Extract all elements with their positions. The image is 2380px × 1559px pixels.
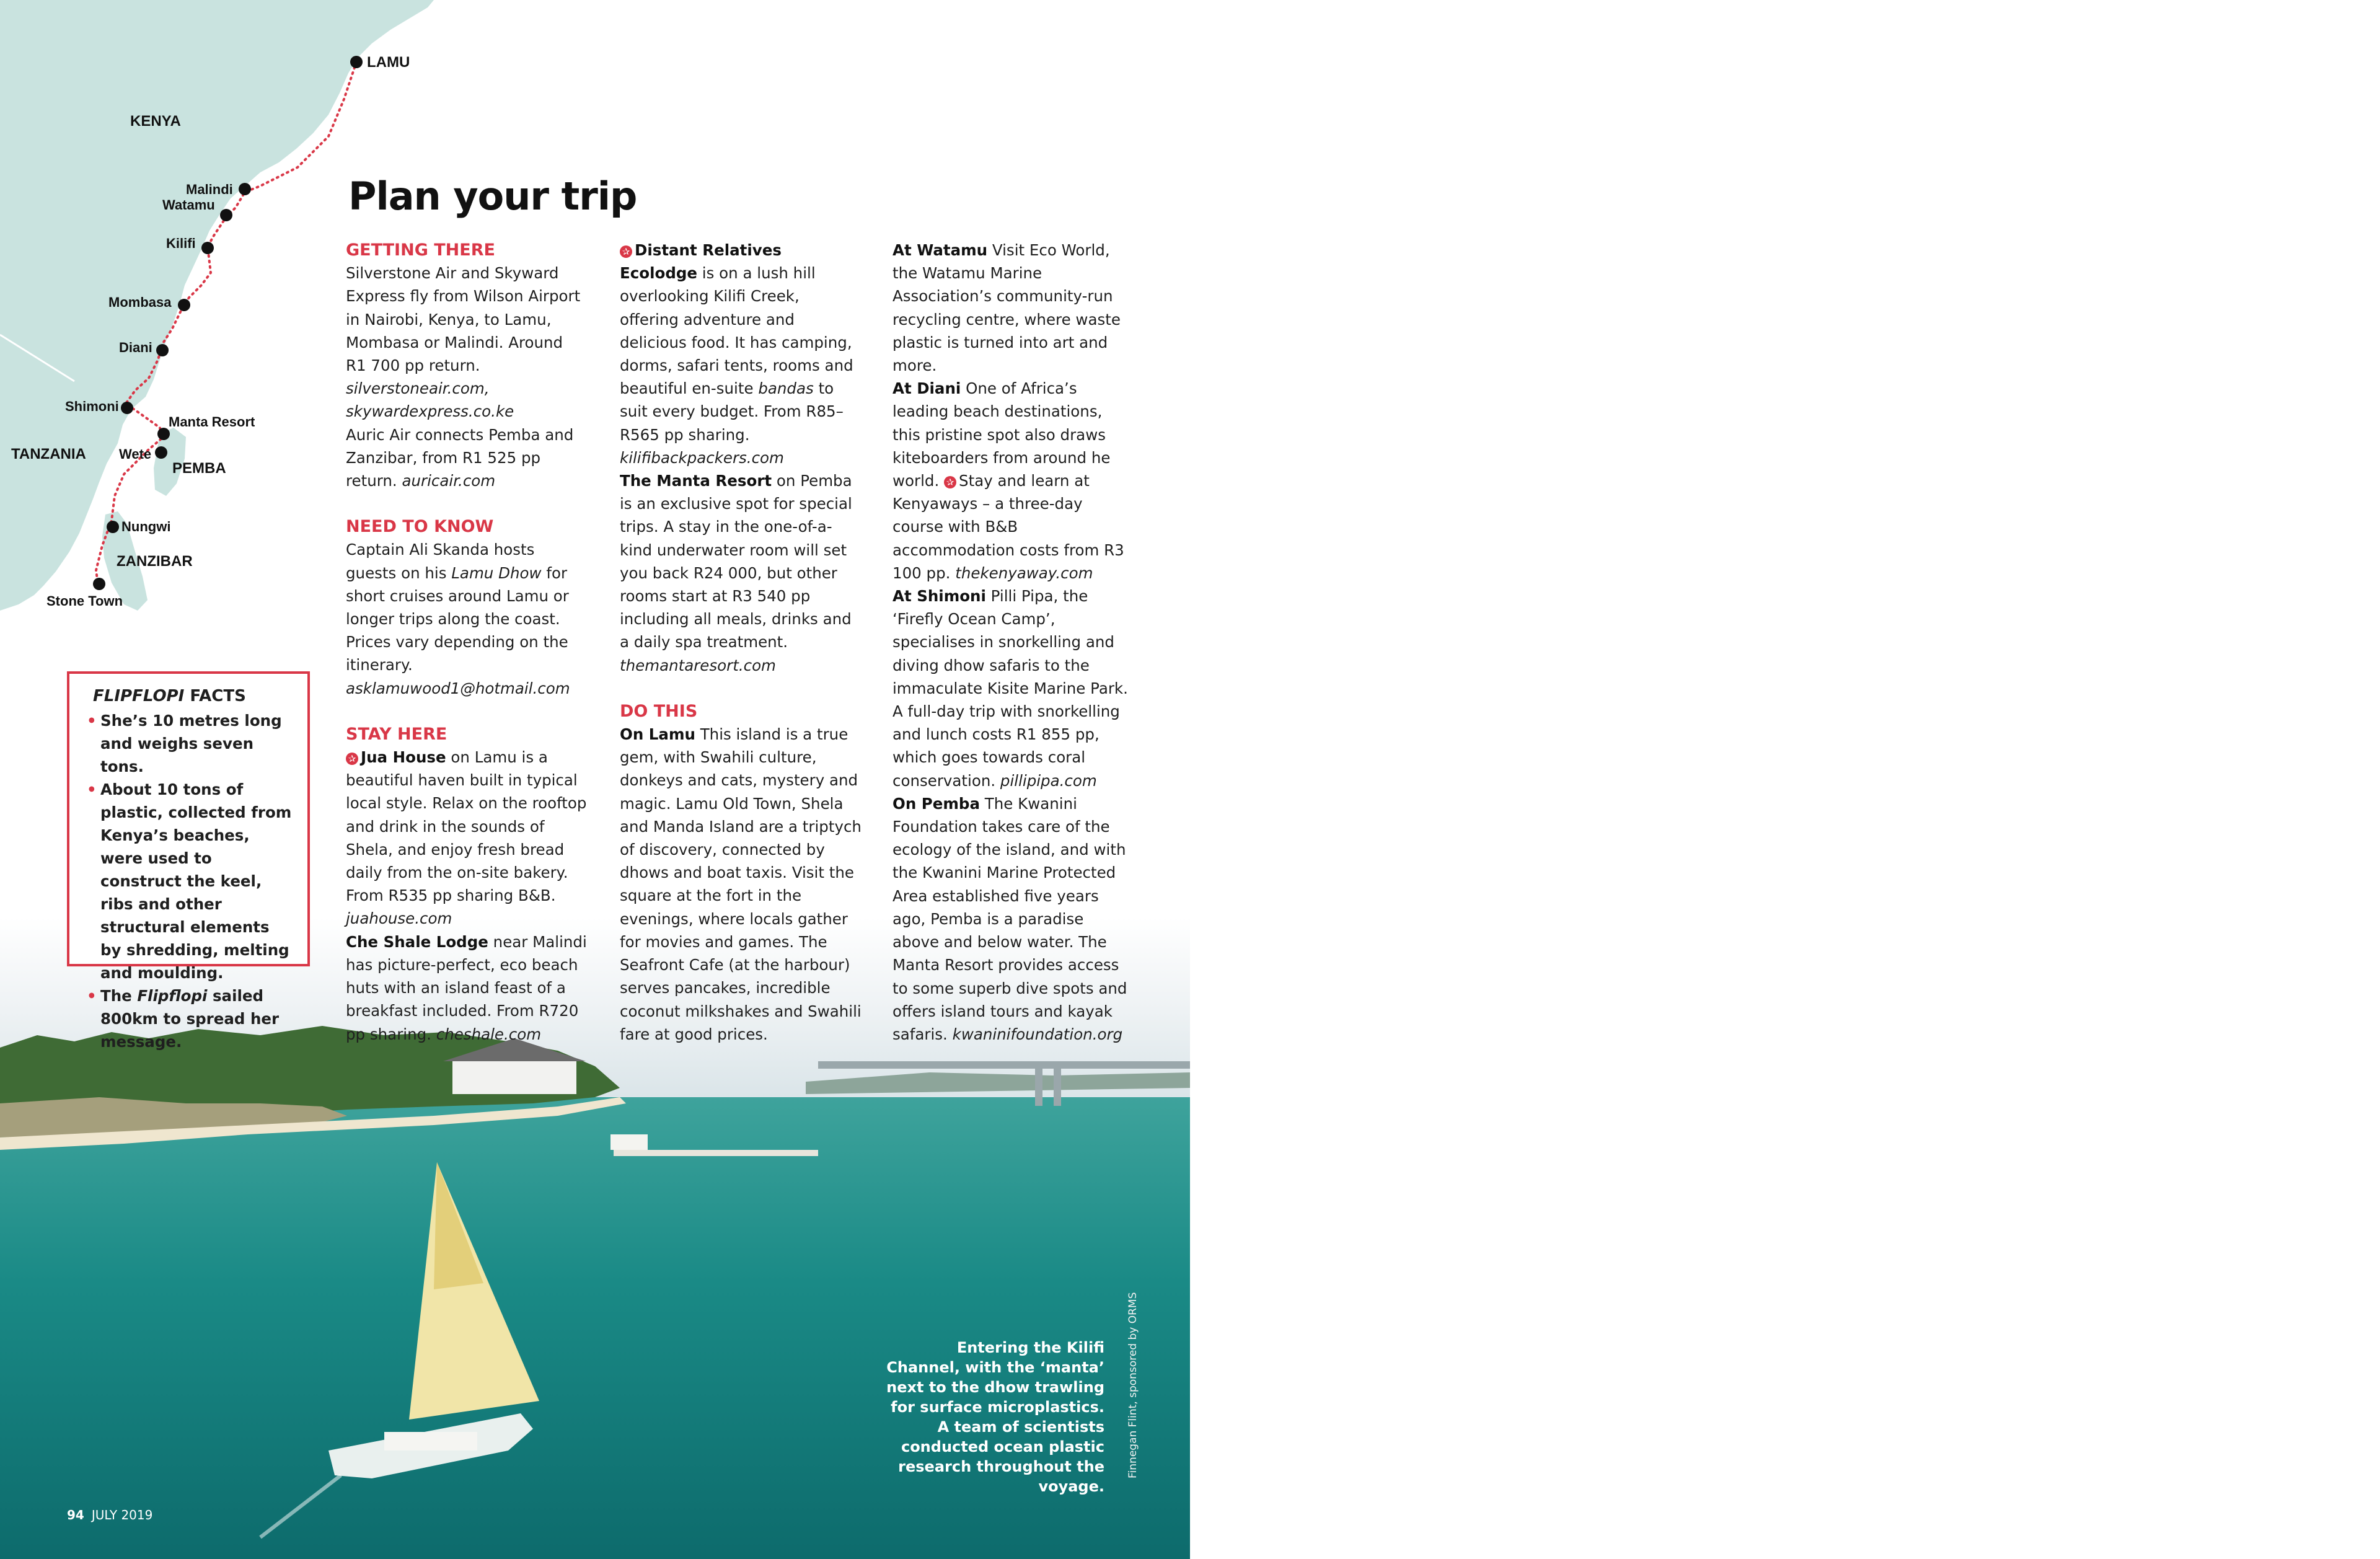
bridge-deck [818,1061,1190,1069]
star-icon: ✰ [346,753,358,765]
dhow-cabin [384,1432,477,1451]
fact-item: • She’s 10 metres long and weighs seven tons. [87,709,295,778]
label-nungwi: Nungwi [121,519,171,534]
label-kenya: KENYA [130,113,181,130]
star-icon: ✰ [620,245,632,258]
at-shimoni-text: At Shimoni Pilli Pipa, the ‘Firefly Ocean Camp’, specialises in snorkelling and diving dhow safaris to the immaculate Kisite Marine Park. A full-day trip with snorkelling and lunch costs R1 855 pp, which goes towards coral conservation. pillipipa.com [892,587,1128,790]
facts-list [87,709,295,1053]
on-pemba-text: On Pemba The Kwanini Foundation takes care of the ecology of the island, and with the Kwanini Marine Protected Area established five years ago, Pemba is a paradise above and below water. The Manta Resort provides access to some superb dive spots and offers island tours and kayak safaris. kwaninifoundation.org [892,794,1127,1043]
email-link[interactable]: asklamuwood1@hotmail.com [346,679,570,697]
page-number: 94 [67,1508,84,1522]
at-diani-text: At Diani One of Africa’s leading beach destinations, this pristine spot also draws kiteboarders from around he world. ✰ Stay and learn at Kenyaways – a three-day course with B&B accommodation costs from R3 100 pp. thekenyaway.com [892,379,1124,582]
che-shale-text: Che Shale Lodge near Malindi has picture-perfect, eco beach huts with an island feast of a breakfast included. From R720 pp sharing. cheshale.com [346,932,587,1043]
flipflopi-facts-box [67,671,310,1051]
on-lamu-text: On Lamu This island is a true gem, with Swahili culture, donkeys and cats, mystery and magic. Lamu Old Town, Shela and Manda Island are a triptych of discovery, connected by dhows and boat taxis. Visit the square at the fort in the evenings, where locals gather for movies and games. The Seafront Cafe (at the harbour) serves pancakes, incredible coconut milkshakes and Swahili fare at good prices. [620,725,862,1043]
label-pemba: PEMBA [172,460,226,477]
che-shale-link[interactable]: cheshale.com [436,1025,542,1043]
page-folio [67,1508,152,1522]
stop-manta-resort [157,428,170,440]
label-zanzibar: ZANZIBAR [117,553,193,570]
issue-date: JULY 2019 [91,1508,153,1522]
jua-house-text: ✰ Jua House on Lamu is a beautiful haven built in typical local style. Relax on the rooftop and drink in the sounds of Shela, and enjoy fresh bread daily from the on-site bakery. From R535 pp sharing B&B. juahouse.com [346,748,587,928]
auric-air-link[interactable]: auricair.com [402,472,496,490]
label-stone-town: Stone Town [46,593,123,609]
manta-resort-text: The Manta Resort on Pemba is an exclusive spot for special trips. A stay in the one-of-a-kind underwater room will set you back R24 000, but other rooms start at R3 540 pp including all meals, drinks and a daily spa treatment. themantaresort.com [620,472,852,674]
stop-mombasa [178,299,190,311]
stop-watamu [220,209,232,221]
pillipipa-link[interactable]: pillipipa.com [1000,771,1097,790]
column-2 [620,239,862,1046]
kwanini-link[interactable]: kwaninifoundation.org [952,1025,1123,1043]
stop-shimoni [121,402,133,414]
manta-resort-link[interactable]: themantaresort.com [620,656,776,674]
heading-getting-there: GETTING THERE [346,241,495,260]
label-tanzania: TANZANIA [11,446,86,462]
getting-there-text: Silverstone Air and Skyward Express fly from Wilson Airport in Nairobi, Kenya, to Lamu, Mombasa or Malindi. Around R1 700 pp return. silverstoneair.com, skywardexpress.co.ke [346,264,581,421]
kenyaway-link[interactable]: thekenyaway.com [955,563,1093,582]
jua-house-link[interactable]: juahouse.com [346,909,452,928]
label-lamu: LAMU [367,54,410,71]
stop-lamu [350,56,363,68]
photo-caption: Entering the Kilifi Channel, with the ‘manta’ next to the dhow trawling for surface microplastics. A team of scientists conducted ocean plastic research throughout the voyage. [886,1339,1104,1495]
need-to-know-text: Captain Ali Skanda hosts guests on his Lamu Dhow for short cruises around Lamu or longer trips along the coast. Prices vary depending on the itinerary. asklamuwood1@hotmail.com [346,541,570,697]
label-malindi: Malindi [186,182,233,197]
at-watamu-text: At Watamu Visit Eco World, the Watamu Marine Association’s community-run recycling centre, where waste plastic is turned into art and more. [892,241,1121,375]
getting-there-link[interactable]: silverstoneair.com, skywardexpress.co.ke [346,379,514,421]
label-mombasa: Mombasa [108,294,172,310]
lodge-building [452,1060,576,1094]
jetty [614,1150,818,1156]
fact-item: • About 10 tons of plastic, collected from Kenya’s beaches, were used to construct the keel, ribs and other structural elements by shredding, melting and moulding. [87,778,295,984]
heading-stay-here: STAY HERE [346,724,447,744]
photo-credit: Finnegan Flint, sponsored by ORMS [1127,1292,1139,1478]
label-kilifi: Kilifi [166,236,196,251]
bridge-pier-2 [1054,1069,1061,1106]
fact-item: • The Flipflopi sailed 800km to spread her message. [87,984,295,1053]
stop-nungwi [107,521,119,533]
bridge-pier [1035,1069,1042,1106]
column-3 [892,239,1134,1046]
blank-facing-page [1190,0,2380,1559]
stop-diani [156,344,169,356]
facts-title: FLIPFLOPI FACTS [93,687,246,705]
column-1 [346,239,588,1046]
stop-wete [155,446,167,459]
page-title: Plan your trip [348,174,637,219]
stop-kilifi [201,242,214,254]
label-diani: Diani [119,340,152,355]
kilifi-backpackers-link[interactable]: kilifibackpackers.com [620,448,784,467]
heading-do-this: DO THIS [620,701,698,721]
stop-stone-town [93,578,105,590]
jetty-hut [610,1134,648,1150]
distant-relatives-text: ✰ Distant Relatives Ecolodge is on a lush hill overlooking Kilifi Creek, offering adventure and delicious food. It has camping, dorms, safari tents, rooms and beautiful en-suite bandas to suit every budget. From R85–R565 pp sharing. kilifibackpackers.com [620,241,853,467]
stop-malindi [239,183,251,195]
star-icon: ✰ [944,476,956,488]
label-shimoni: Shimoni [65,399,119,414]
auric-air-text: Auric Air connects Pemba and Zanzibar, from R1 525 pp return. auricair.com [346,425,574,490]
label-wete: Wete [119,446,152,462]
heading-need-to-know: NEED TO KNOW [346,517,494,537]
label-manta-resort: Manta Resort [169,414,255,430]
label-watamu: Watamu [162,197,215,213]
